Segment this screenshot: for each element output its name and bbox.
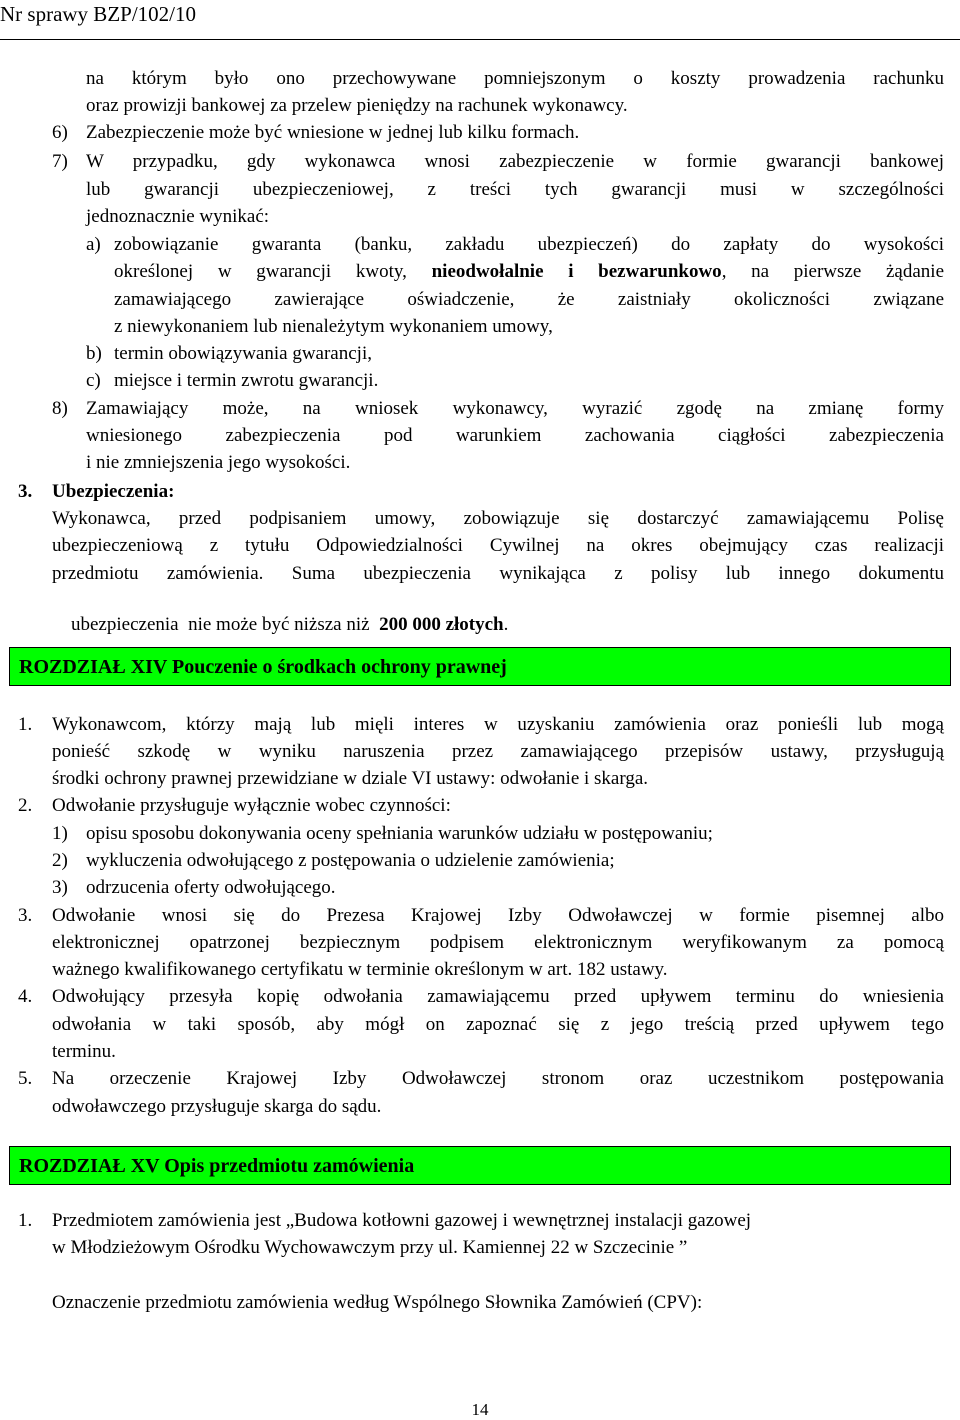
paragraph-line: środki ochrony prawnej przewidziane w dziale VI ustawy: odwołanie i skarga. (52, 768, 649, 789)
paragraph-line: na którym było ono przechowywane pomniejszonym o koszty prowadzenia rachunku (86, 68, 944, 89)
chapter-title: ROZDZIAŁ XV Opis przedmiotu zamówienia (19, 1155, 415, 1177)
paragraph-line: Wykonawca, przed podpisaniem umowy, zobowiązuje się dostarczyć zamawiającemu Polisę (52, 508, 944, 529)
paragraph-line: elektronicznej opatrzonej bezpiecznym podpisem elektronicznym weryfikowanym za pomocą (52, 932, 944, 953)
paragraph-line: w Młodzieżowym Ośrodku Wychowawczym przy ul. Kamiennej 22 w Szczecinie ” (52, 1237, 688, 1258)
item-text: jednoznacznie wynikać: (86, 206, 270, 227)
paragraph-line: odwołania w taki sposób, aby mógł on zapoznać się z jego treścią przed upływem tego (52, 1014, 944, 1035)
emphasis-text: nieodwołalnie i bezwarunkowo (431, 261, 722, 282)
point-number: 5. (18, 1068, 33, 1089)
chapter-heading (9, 1146, 951, 1185)
chapter-title: ROZDZIAŁ XIV Pouczenie o środkach ochrony prawnej (19, 656, 507, 678)
subitem-text: miejsce i termin zwrotu gwarancji. (114, 370, 379, 391)
subitem-text-part: , na pierwsze żądanie (721, 261, 944, 282)
item-number: 1) (52, 823, 68, 844)
item-text: opisu sposobu dokonywania oceny spełniania warunków udziału w postępowaniu; (86, 823, 713, 844)
page-number: 14 (471, 1400, 489, 1419)
paragraph-line: Odwołanie wnosi się do Prezesa Krajowej Izby Odwoławczej w formie pisemnej albo (52, 905, 944, 926)
paragraph-line: ubezpieczeniową z tytułu Odpowiedzialności Cywilnej na okres obejmujący czas realizacji (52, 535, 944, 556)
item-number: 7) (52, 151, 68, 172)
paragraph-line: ponieść szkodę w wyniku naruszenia przez zamawiającego przepisów ustawy, przysługują (52, 741, 944, 762)
subitem-text: termin obowiązywania gwarancji, (114, 343, 372, 364)
item-text: i nie zmniejszenia jego wysokości. (86, 452, 351, 473)
point-number: 2. (18, 795, 33, 816)
paragraph-line (52, 589, 509, 635)
item-text: Zamawiający może, na wniosek wykonawcy, wyrazić zgodę na zmianę formy (86, 398, 944, 419)
subitem-text: zobowiązanie gwaranta (banku, zakładu ubezpieczeń) do zapłaty do wysokości (114, 234, 944, 255)
paragraph-line: Wykonawcom, którzy mają lub mięli interes w uzyskaniu zamówienia oraz ponieśli lub mogą (52, 714, 944, 735)
section-number: 3. (18, 481, 33, 502)
subitem-letter: c) (86, 370, 101, 391)
subitem-text: zamawiającego zawierające oświadczenie, że zaistniały okoliczności związane (114, 289, 944, 310)
case-number-header: Nr sprawy BZP/102/10 (0, 2, 196, 26)
section-title: Ubezpieczenia: (52, 481, 175, 502)
subitem-letter: b) (86, 343, 102, 364)
paragraph-text-part: ubezpieczenia nie może być niższa niż (71, 614, 380, 635)
paragraph-line: Odwołanie przysługuje wyłącznie wobec czynności: (52, 795, 451, 816)
paragraph-line: Odwołujący przesyła kopię odwołania zamawiającemu przed upływem terminu do wniesienia (52, 986, 944, 1007)
item-text: wniesionego zabezpieczenia pod warunkiem zachowania ciągłości zabezpieczenia (86, 425, 944, 446)
point-number: 4. (18, 986, 33, 1007)
emphasis-text: 200 000 złotych (379, 614, 504, 635)
item-number: 6) (52, 122, 68, 143)
paragraph-line: ważnego kwalifikowanego certyfikatu w terminie określonym w art. 182 ustawy. (52, 959, 668, 980)
item-text: odrzucenia oferty odwołującego. (86, 877, 336, 898)
header-rule (0, 39, 960, 40)
item-text: Zabezpieczenie może być wniesione w jednej lub kilku formach. (86, 122, 580, 143)
item-text: W przypadku, gdy wykonawca wnosi zabezpieczenie w formie gwarancji bankowej (86, 151, 944, 172)
paragraph-line: Oznaczenie przedmiotu zamówienia według Wspólnego Słownika Zamówień (CPV): (52, 1292, 703, 1313)
item-text: wykluczenia odwołującego z postępowania o udzielenie zamówienia; (86, 850, 615, 871)
subitem-text (114, 260, 944, 284)
point-number: 1. (18, 1210, 33, 1231)
paragraph-line: oraz prowizji bankowej za przelew pieniędzy na rachunek wykonawcy. (86, 95, 628, 116)
subitem-letter: a) (86, 234, 101, 255)
point-number: 3. (18, 905, 33, 926)
chapter-heading (9, 647, 951, 686)
paragraph-text-part: . (503, 614, 509, 635)
point-number: 1. (18, 714, 33, 735)
item-number: 2) (52, 850, 68, 871)
paragraph-line: Przedmiotem zamówienia jest „Budowa kotłowni gazowej i wewnętrznej instalacji gazowej (52, 1210, 752, 1231)
item-number: 3) (52, 877, 68, 898)
paragraph-line: Na orzeczenie Krajowej Izby Odwoławczej stronom oraz uczestnikom postępowania (52, 1068, 944, 1089)
item-text: lub gwarancji ubezpieczeniowej, z treści tych gwarancji musi w szczególności (86, 179, 944, 200)
item-number: 8) (52, 398, 68, 419)
subitem-text-part: określonej w gwarancji kwoty, (114, 261, 432, 282)
paragraph-line: terminu. (52, 1041, 116, 1062)
subitem-text: z niewykonaniem lub nienależytym wykonaniem umowy, (114, 316, 553, 337)
paragraph-line: odwoławczego przysługuje skarga do sądu. (52, 1096, 382, 1117)
paragraph-line: przedmiotu zamówienia. Suma ubezpieczenia wynikająca z polisy lub innego dokumentu (52, 563, 944, 584)
